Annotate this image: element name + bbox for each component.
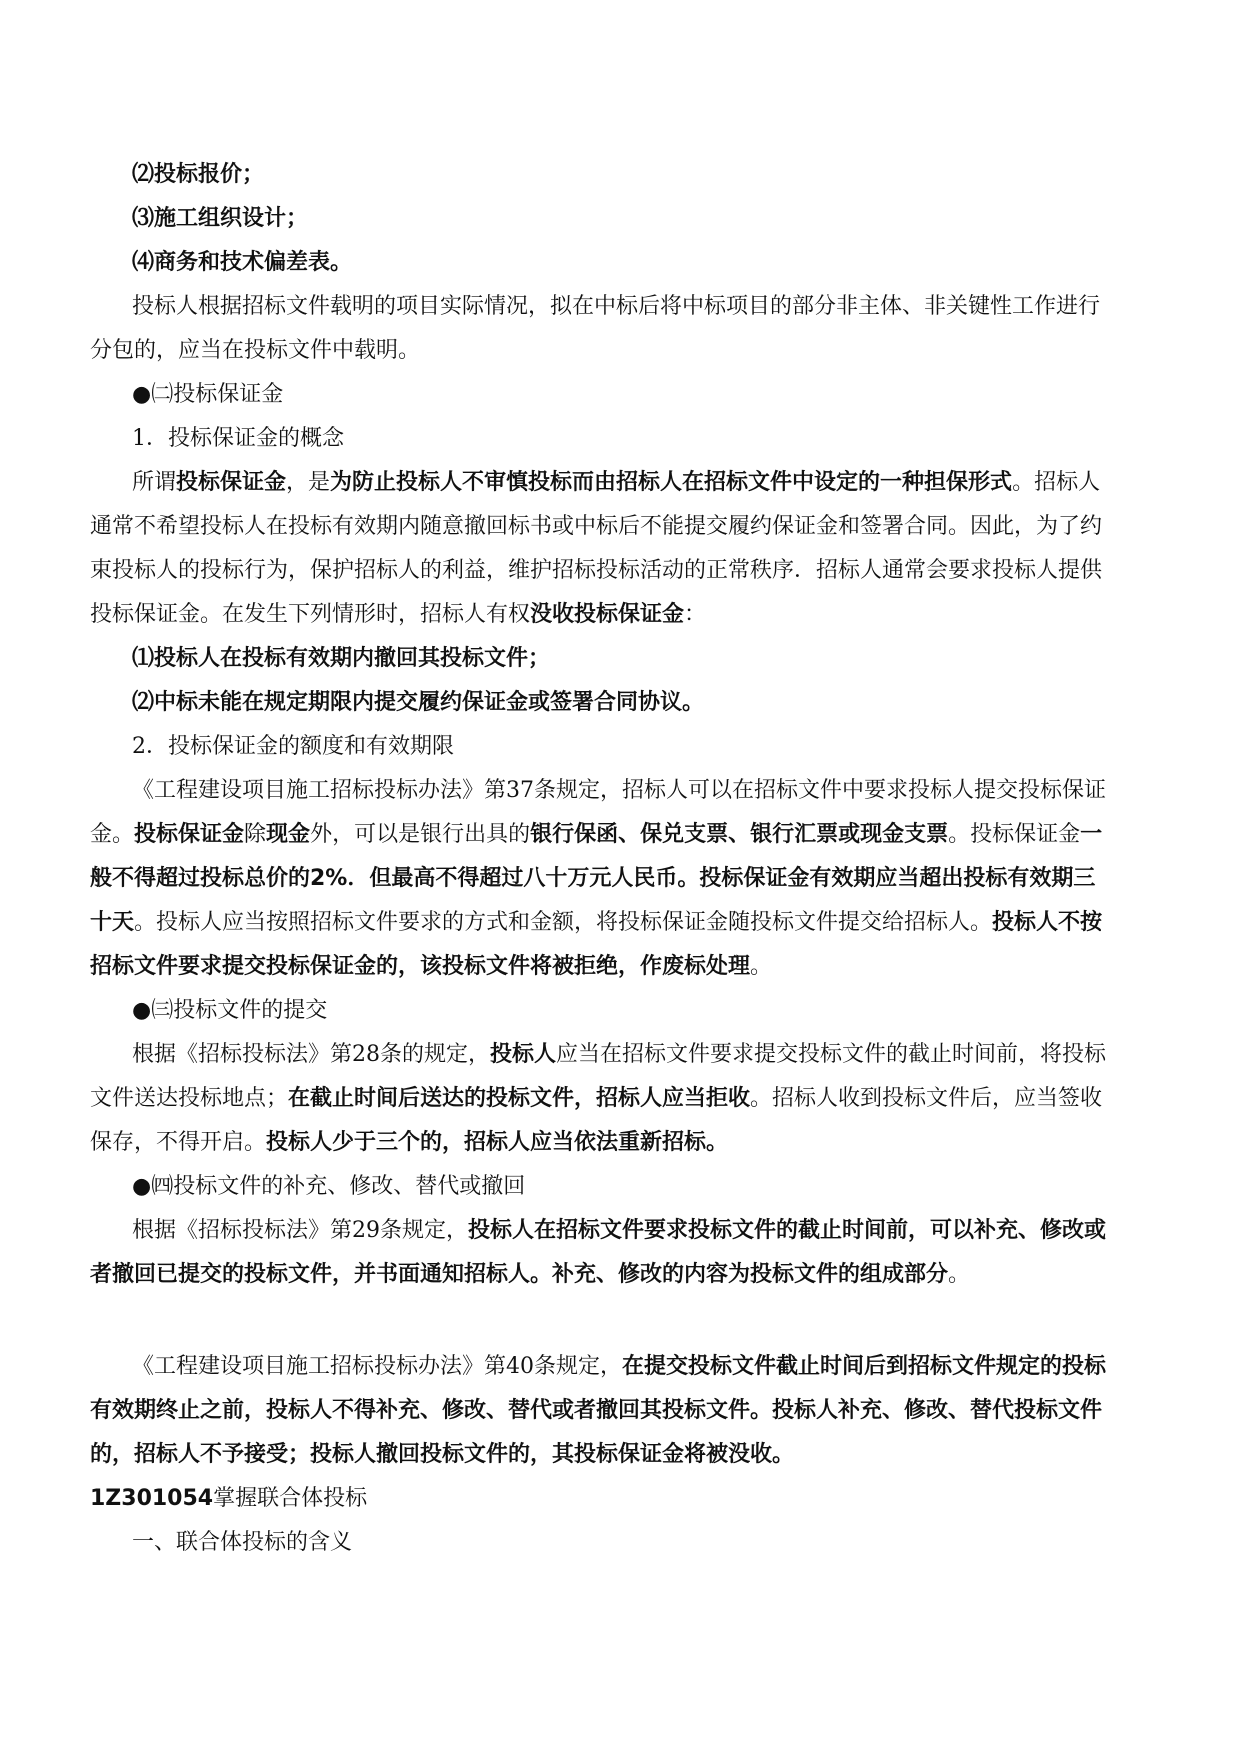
section-heading: ●㈡投标保证金 [132,382,284,407]
bold-text: 现金 [266,822,311,847]
bold-text: 一 [1080,822,1103,847]
paragraph-line: 有效期终止之前，投标人不得补充、修改、替代或者撤回其投标文件。投标人补充、修改、替代投标文件 [90,1398,1103,1423]
paragraph-line [90,820,1102,850]
paragraph-line [90,1084,1102,1114]
list-item: ⑶施工组织设计； [132,206,309,231]
list-item: ⑵中标未能在规定期限内提交履约保证金或签署合同协议。 [132,690,705,715]
paragraph-line [90,908,1102,938]
list-item: ⑴投标人在投标有效期内撤回其投标文件； [132,646,551,671]
text-run: 所谓 [132,470,177,495]
paragraph-line [132,1216,1106,1246]
section-code: 1Z301054 [90,1486,214,1511]
paragraph-line [132,1352,1106,1382]
subsection-heading: 一、联合体投标的含义 [132,1530,353,1555]
paragraph-line [132,1040,1106,1070]
text-run: 。招标人收到投标文件后，应当签收 [750,1086,1103,1111]
list-item: ⑷商务和技术偏差表。 [132,250,353,275]
text-run: 《工程建设项目施工招标投标办法》第40条规定， [132,1354,622,1379]
paragraph-line: 通常不希望投标人在投标有效期内随意撤回标书或中标后不能提交履约保证金和签署合同。因此，为了约 [90,514,1103,539]
bold-text: 银行保函、保兑支票、银行汇票或现金支票 [530,822,949,847]
section-title [90,1484,367,1514]
paragraph-line [90,1260,970,1290]
text-run: 金。 [90,822,135,847]
bold-text: 投标人少于三个的，招标人应当依法重新招标。 [266,1130,729,1155]
paragraph-line: 的，招标人不予接受；投标人撤回投标文件的，其投标保证金将被没收。 [90,1442,795,1467]
list-item: ⑵投标报价； [132,162,265,187]
text-run: 应当在招标文件要求提交投标文件的截止时间前，将投标 [556,1042,1107,1067]
paragraph-line: 束投标人的投标行为，保护招标人的利益，维护招标投标活动的正常秩序．招标人通常会要求投标人提供 [90,558,1103,583]
text-run: 保存，不得开启。 [90,1130,267,1155]
paragraph-line: 分包的，应当在投标文件中载明。 [90,338,421,363]
text-run: 。招标人 [1012,470,1101,495]
paragraph-line: 《工程建设项目施工招标投标办法》第37条规定，招标人可以在招标文件中要求投标人提交投标保证 [132,778,1106,803]
section-title-text: 掌握联合体投标 [213,1486,368,1511]
text-run: ，是 [286,470,331,495]
bold-text: 在提交投标文件截止时间后到招标文件规定的投标 [622,1354,1107,1379]
subsection-heading: 1．投标保证金的概念 [132,426,344,451]
bold-text: 投标保证金 [176,470,287,495]
text-run: 文件送达投标地点； [90,1086,289,1111]
bold-text: 投标保证金 [134,822,245,847]
bold-text: 为防止投标人不审慎投标而由招标人在招标文件中设定的一种担保形式 [330,470,1013,495]
text-run: 。 [948,1262,971,1287]
paragraph-line [90,600,706,630]
text-run: 根据《招标投标法》第29条规定， [132,1218,468,1243]
paragraph-line: 投标人根据招标文件载明的项目实际情况，拟在中标后将中标项目的部分非主体、非关键性工作进行 [132,294,1101,319]
paragraph-line: 般不得超过投标总价的2%．但最高不得超过八十万元人民币。投标保证金有效期应当超出投标有效期三 [90,866,1096,891]
bold-text: 投标人 [490,1042,557,1067]
paragraph-line [90,952,772,982]
section-heading: ●㈣投标文件的补充、修改、替代或撤回 [132,1174,526,1199]
bold-text: 招标文件要求提交投标保证金的，该投标文件将被拒绝，作废标处理 [90,954,751,979]
bold-text: 在截止时间后送达的投标文件，招标人应当拒收 [288,1086,751,1111]
section-heading: ●㈢投标文件的提交 [132,998,328,1023]
bold-text: 者撤回已提交的投标文件，并书面通知招标人。补充、修改的内容为投标文件的组成部分 [90,1262,949,1287]
text-run: 。投标保证金 [948,822,1081,847]
text-run: 。 [750,954,773,979]
paragraph-line [90,1128,728,1158]
text-run: 外，可以是银行出具的 [310,822,531,847]
text-run: 。投标人应当按照招标文件要求的方式和金额，将投标保证金随投标文件提交给招标人。 [134,910,993,935]
bold-text: 十天 [90,910,135,935]
text-run: 根据《招标投标法》第28条的规定， [132,1042,490,1067]
text-run: 投标保证金。在发生下列情形时，招标人有权 [90,602,531,627]
subsection-heading: 2．投标保证金的额度和有效期限 [132,734,454,759]
paragraph-line [132,468,1100,498]
text-run: 除 [244,822,267,847]
bold-text: 投标人在招标文件要求投标文件的截止时间前，可以补充、修改或 [468,1218,1107,1243]
bold-text: 投标人不按 [992,910,1103,935]
bold-text: 没收投标保证金 [530,602,685,627]
text-run: ： [684,602,707,627]
